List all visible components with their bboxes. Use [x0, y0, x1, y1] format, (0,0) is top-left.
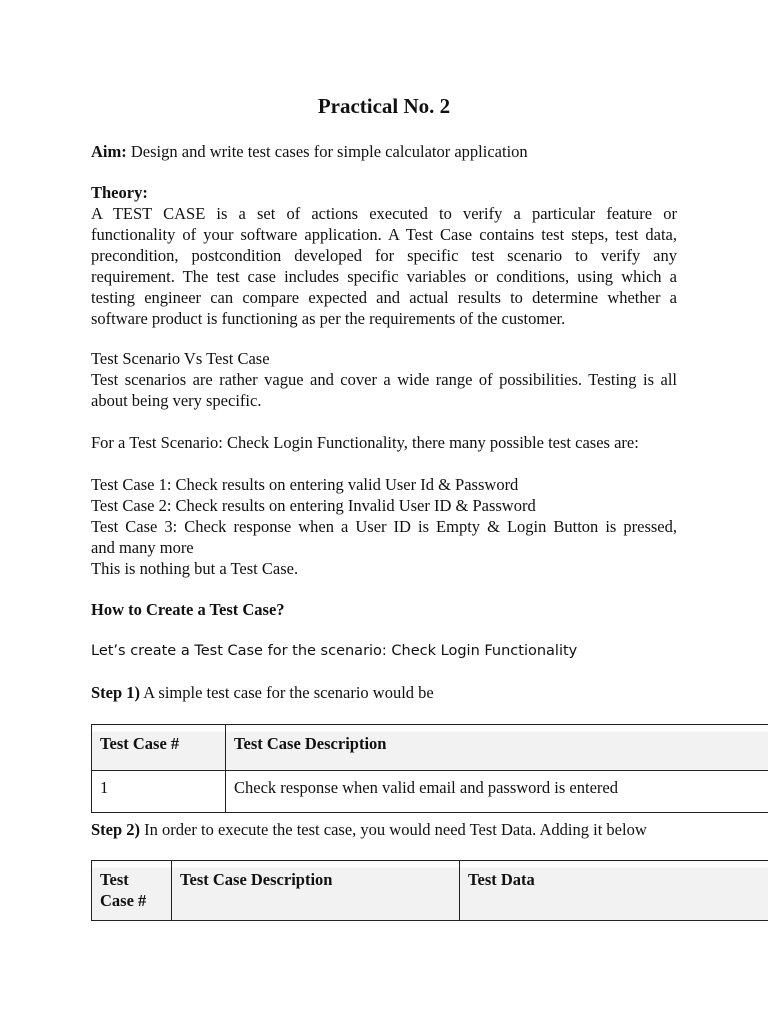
scenario-line: Test scenarios are rather vague and cover a wide range of possibilities. Testing is all — [91, 370, 677, 389]
table-cell: Check response when valid email and password is entered — [226, 771, 768, 813]
table-cell: 1 — [92, 771, 226, 813]
theory-section — [91, 182, 677, 329]
table-header-cell-line: Case # — [100, 891, 147, 910]
table-header-cell-line: Test — [100, 870, 129, 889]
theory-line: testing engineer can compare expected and actual results to determine whether a — [91, 288, 677, 307]
list-item: Test Case 2: Check results on entering Invalid User ID & Password — [91, 496, 536, 515]
scenario-vs-case-heading: Test Scenario Vs Test Case — [91, 349, 270, 368]
step-2-label: Step 2) — [91, 820, 141, 839]
scenario-vs-case-section — [91, 348, 677, 411]
table-header-row — [92, 725, 768, 771]
test-case-table-1 — [91, 724, 768, 813]
scenario-line: about being very specific. — [91, 391, 262, 410]
aim-label: Aim: — [91, 142, 127, 161]
step-1-paragraph — [91, 682, 677, 703]
theory-line: A TEST CASE is a set of actions executed to verify a particular feature or — [91, 204, 677, 223]
test-case-list — [91, 474, 677, 579]
login-intro-text: For a Test Scenario: Check Login Functionality, there many possible test cases are: — [91, 433, 639, 452]
step-2-paragraph — [91, 819, 677, 840]
how-to-heading: How to Create a Test Case? — [91, 600, 285, 619]
table-header-cell: Test Case Description — [226, 725, 768, 771]
table-header-cell: Test Case Description — [172, 861, 460, 921]
test-case-table-2 — [91, 860, 768, 921]
step-2-text: In order to execute the test case, you would need Test Data. Adding it below — [140, 820, 647, 839]
theory-heading: Theory: — [91, 183, 148, 202]
list-item: Test Case 3: Check response when a User ID is Empty & Login Button is pressed, — [91, 517, 677, 536]
table-row — [92, 771, 768, 813]
step-1-text: A simple test case for the scenario would be — [140, 683, 434, 702]
aim-paragraph — [91, 141, 677, 162]
table-header-cell: Test Data — [460, 861, 768, 921]
list-item: Test Case 1: Check results on entering valid User Id & Password — [91, 475, 519, 494]
theory-line: functionality of your software application. A Test Case contains test steps, test data, — [91, 225, 677, 244]
theory-line: requirement. The test case includes specific variables or conditions, using which a — [91, 267, 677, 286]
lets-create-text: Let’s create a Test Case for the scenario: Check Login Functionality — [91, 643, 578, 659]
list-item: This is nothing but a Test Case. — [91, 559, 299, 578]
how-to-section — [91, 599, 677, 620]
login-intro-paragraph — [91, 432, 677, 453]
aim-text: Design and write test cases for simple calculator application — [126, 142, 528, 161]
table-header-row — [92, 861, 768, 921]
list-item: and many more — [91, 538, 194, 557]
page-title: Practical No. 2 — [317, 94, 451, 118]
step-1-label: Step 1) — [91, 683, 141, 702]
table-header-cell — [92, 861, 172, 921]
theory-line: software product is functioning as per the requirements of the customer. — [91, 309, 566, 328]
table-header-cell: Test Case # — [92, 725, 226, 771]
lets-create-paragraph — [91, 641, 677, 662]
theory-line: precondition, postcondition developed for specific test scenario to verify any — [91, 246, 677, 265]
